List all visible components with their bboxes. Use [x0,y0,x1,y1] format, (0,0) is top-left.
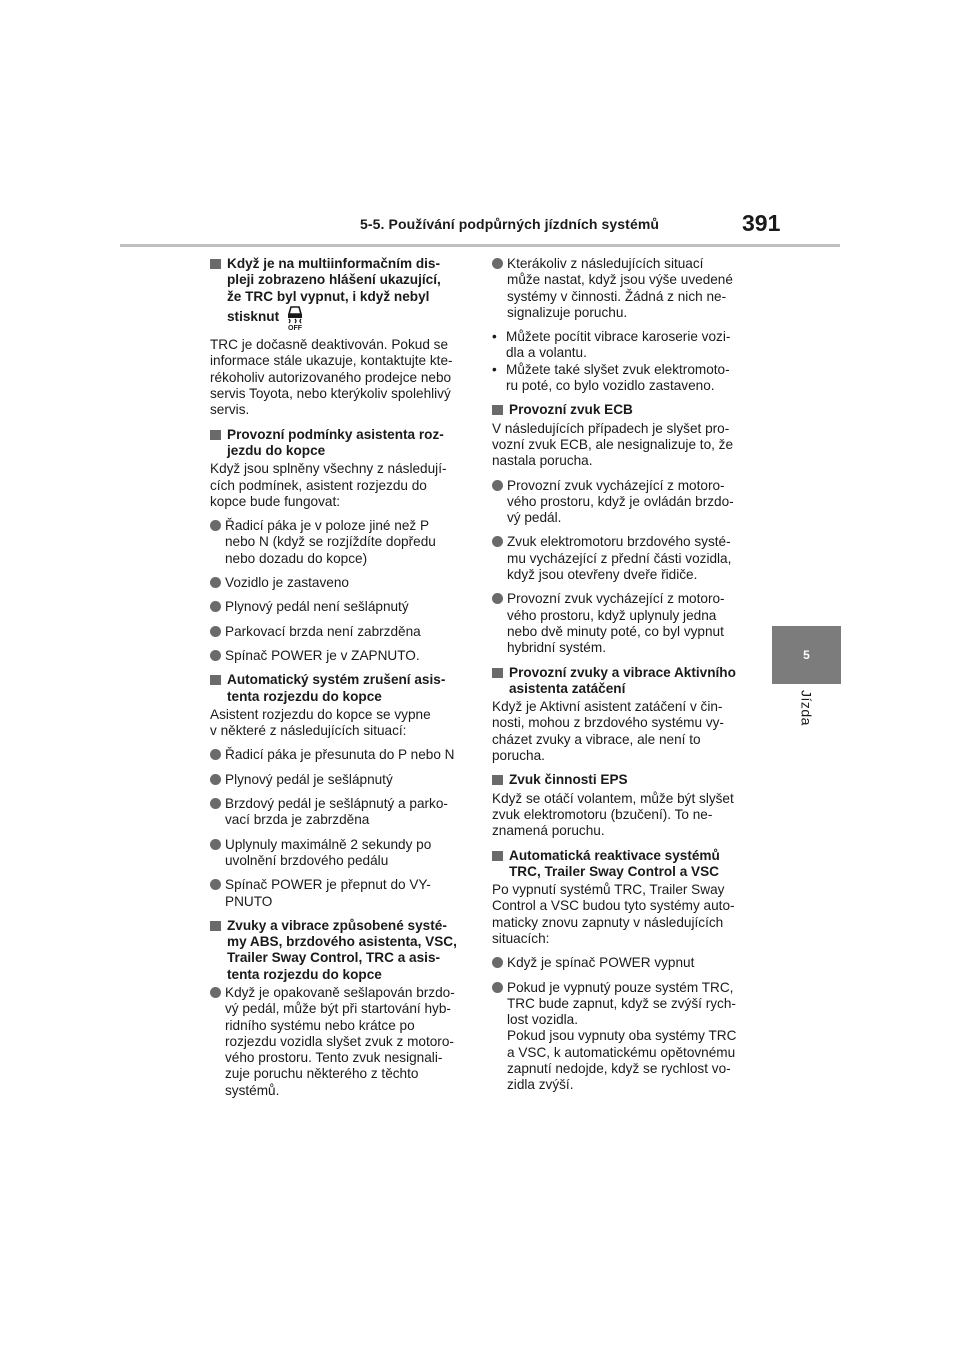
text-line: Trailer Sway Control, TRC a asis- [227,950,441,966]
bullet-item [492,955,754,971]
bullet-dot-icon [492,593,503,604]
text-line: ridního systému nebo krátce po [225,1017,415,1033]
text-line: my ABS, brzdového asistenta, VSC, [227,934,457,950]
text-line: TRC je dočasně deaktivován. Pokud se [210,337,449,353]
heading-square-icon [210,430,221,440]
text-line: vého prostoru, když uplynuly jedna [507,607,717,623]
text-line: a VSC, k automatickému opětovnému [507,1044,736,1060]
bullet-dot-icon [210,879,221,890]
bullet-dot-icon [210,749,221,760]
text-line: Vozidlo je zastaveno [225,575,349,591]
text-line: vý pedál. [507,510,562,526]
text-line: PNUTO [225,893,273,909]
text-line: vý pedál, může být při startování hyb- [225,1001,451,1017]
heading-text [227,256,472,335]
bullet-text [225,648,472,664]
heading-text [227,918,472,983]
text-line: systémů. [225,1082,280,1098]
text-line: Provozní zvuk ECB [509,402,633,418]
heading-text [227,427,472,460]
bullet-dot-icon [210,626,221,637]
text-line: vého prostoru. Tento zvuk nesignali- [225,1050,443,1066]
text-line: servis. [210,402,250,418]
section-header: 5-5. Používání podpůrných jízdních systémů [360,216,660,232]
text-line: vací brzda je zabrzděna [225,812,370,828]
heading-square-icon [492,851,503,861]
text-line: Když je na multiinformačním dis- [227,256,440,271]
text-line: stisknut OFF [227,305,472,335]
text-line: maticky znovu zapnuty v následujících [492,914,724,930]
bullet-text [225,518,472,567]
text-line: nebo dvě minuty poté, co byl vypnut [507,623,724,639]
left-column [210,256,472,1107]
svg-text:OFF: OFF [288,324,303,331]
text-line: Spínač POWER je v ZAPNUTO. [225,647,420,663]
text-line: rozjezdu vozidla slyšet zvuk z motoro- [225,1033,454,1049]
text-line: TRC, Trailer Sway Control a VSC [509,863,719,879]
bullet-item [492,591,754,656]
text-line: nastala porucha. [492,453,593,469]
heading-text [509,402,754,418]
text-line: v některé z následujících situací: [210,723,407,739]
section-heading [492,772,754,788]
text-line: Řadicí páka je v poloze jiné než P [225,518,430,534]
text-line: uvolnění brzdového pedálu [225,852,389,868]
text-line: jezdu do kopce [227,442,326,458]
text-line: systémy v činnosti. Žádná z nich ne- [507,288,727,304]
text-line: zidla zvýší. [507,1077,574,1093]
text-line: ru poté, co bylo vozidlo zastaveno. [506,378,715,394]
paragraph [210,707,472,740]
text-line: Automatická reaktivace systémů [509,847,720,863]
bullet-dot-icon [210,520,221,531]
bullet-item [492,256,754,321]
chapter-label [772,690,841,740]
section-heading [492,848,754,881]
text-line: Zvuk činnosti EPS [509,772,628,788]
text-line: Provozní podmínky asistenta roz- [227,426,444,442]
bullet-item [210,575,472,591]
text-line: Brzdový pedál je sešlápnutý a parko- [225,796,448,812]
text-line: servis Toyota, nebo kterýkoliv spolehlivý [210,386,451,402]
text-line: Provozní zvuky a vibrace Aktivního [509,664,736,680]
text-line: cích podmínek, asistent rozjezdu do [210,477,427,493]
bullet-dot-icon [210,601,221,612]
heading-square-icon [210,921,221,931]
trc-off-icon [285,305,305,335]
text-line: Provozní zvuk vycházející z motoro- [507,477,725,493]
bullet-text [225,837,472,870]
bullet-item [492,534,754,583]
text-line: Můžete pocítit vibrace karoserie vozi- [506,329,731,345]
sub-bullet-marker: • [492,361,497,377]
bullet-item [210,648,472,664]
bullet-text [507,591,754,656]
text-line: zvuk elektromotoru (bzučení). To ne- [492,806,713,822]
bullet-dot-icon [210,577,221,588]
text-line: Plynový pedál je sešlápnutý [225,771,393,787]
heading-square-icon [492,775,503,785]
sub-bullet-item [492,362,754,395]
text-line: hybridní systém. [507,640,606,656]
sub-bullet-marker: • [492,329,497,345]
header-rule [120,244,840,247]
text-line: Asistent rozjezdu do kopce se vypne [210,706,431,722]
paragraph [492,882,754,947]
chapter-number: 5 [803,648,810,662]
bullet-item [210,985,472,1099]
bullet-dot-icon [210,650,221,661]
text-line: může nastat, když jsou výše uvedené [507,272,733,288]
text-line: nebo dozadu do kopce) [225,550,368,566]
text-line: informace stále ukazuje, kontaktujte kte- [210,353,453,369]
text-line: Kterákoliv z následujících situací [507,256,704,271]
paragraph [492,791,754,840]
text-line: Provozní zvuk vycházející z motoro- [507,591,725,607]
text-line: Spínač POWER je přepnut do VY- [225,877,431,893]
section-heading [492,665,754,698]
bullet-item [210,796,472,829]
paragraph [492,699,754,764]
section-heading [210,427,472,460]
text-line: Control a VSC budou tyto systémy auto- [492,898,735,914]
text-line: tenta rozjezdu do kopce [227,966,382,982]
bullet-text [225,575,472,591]
bullet-item [492,478,754,527]
text-line: nebo N (když se rozjíždíte dopředu [225,534,436,550]
bullet-item [210,747,472,763]
bullet-item [210,772,472,788]
text-line: dla a volantu. [506,345,587,361]
text-line: když jsou otevřeny dveře řidiče. [507,567,698,583]
bullet-dot-icon [210,987,221,998]
text-line: nosti, mohou z brzdového systému vy- [492,715,724,731]
text-line: Když je Aktivní asistent zatáčení v čin- [492,699,723,715]
text-line: Když je spínač POWER vypnut [507,955,695,971]
heading-square-icon [492,668,503,678]
text-line: Parkovací brzda není zabrzděna [225,623,421,639]
text-line: asistenta zatáčení [509,680,626,696]
right-column [492,256,754,1102]
text-line: Uplynuly maximálně 2 sekundy po [225,836,432,852]
text-line: Automatický systém zrušení asis- [227,672,446,688]
text-line: Můžete také slyšet zvuk elektromoto- [506,361,730,377]
text-line: že TRC byl vypnut, i když nebyl [227,288,430,304]
text-line: V následujících případech je slyšet pro- [492,420,730,436]
text-line: tenta rozjezdu do kopce [227,688,382,704]
bullet-text [225,796,472,829]
bullet-item [210,599,472,615]
text-line: Zvuk elektromotoru brzdového systé- [507,534,731,550]
text-line: cházet zvuky a vibrace, ale není to [492,731,701,747]
text-line: signalizuje poruchu. [507,304,628,320]
text-line: Po vypnutí systémů TRC, Trailer Sway [492,882,725,898]
bullet-dot-icon [492,536,503,547]
chapter-tab [772,626,841,684]
section-heading [210,672,472,705]
bullet-text [225,985,472,1099]
text-line: vého prostoru, když je ovládán brzdo- [507,493,734,509]
bullet-text [225,599,472,615]
bullet-text [507,256,754,321]
text-line: Když jsou splněny všechny z následují- [210,461,447,477]
heading-square-icon [210,259,221,269]
text-line: Plynový pedál není sešlápnutý [225,599,409,615]
sub-bullet-text [506,329,754,362]
heading-text [227,672,472,705]
text-line: vozní zvuk ECB, ale nesignalizuje to, že [492,436,734,452]
text-line: Řadicí páka je přesunuta do P nebo N [225,747,455,763]
text-line: rékoholiv autorizovaného prodejce nebo [210,369,452,385]
text-line: situacích: [492,930,550,946]
text-line: zapnutí nedojde, když se rychlost vo- [507,1061,731,1077]
bullet-dot-icon [492,982,503,993]
bullet-item [210,624,472,640]
text-line: Pokud je vypnutý pouze systém TRC, [507,979,734,995]
bullet-dot-icon [492,480,503,491]
section-heading [210,918,472,983]
text-line: Když je opakovaně sešlapován brzdo- [225,984,455,1000]
bullet-dot-icon [210,798,221,809]
text-line: Zvuky a vibrace způsobené systé- [227,917,447,933]
heading-square-icon [210,675,221,685]
text-line: mu vycházející z přední části vozidla, [507,550,732,566]
text-line: zuje poruchu některého z těchto [225,1066,419,1082]
heading-square-icon [492,405,503,415]
bullet-text [225,772,472,788]
section-heading [210,256,472,335]
paragraph [210,461,472,510]
bullet-dot-icon [492,258,503,269]
text-line: Pokud jsou vypnuty oba systémy TRC [507,1028,737,1044]
text-line: pleji zobrazeno hlášení ukazující, [227,272,441,288]
bullet-text [507,955,754,971]
page-number: 391 [742,210,781,236]
bullet-text [507,534,754,583]
text-line: Když se otáčí volantem, může být slyšet [492,790,734,806]
bullet-item [492,980,754,1094]
text-line: znamená poruchu. [492,823,605,839]
bullet-text [225,747,472,763]
bullet-item [210,877,472,910]
chapter-label-text: Jízda [798,690,815,726]
bullet-item [210,837,472,870]
bullet-item [210,518,472,567]
text-line: kopce bude fungovat: [210,493,340,509]
bullet-text [225,877,472,910]
text-line: TRC bude zapnut, když se zvýší rych- [507,995,736,1011]
paragraph [492,421,754,470]
bullet-dot-icon [492,957,503,968]
bullet-text [507,980,754,1094]
bullet-text [507,478,754,527]
sub-bullet-item [492,329,754,362]
heading-text [509,772,754,788]
heading-text [509,848,754,881]
heading-text [509,665,754,698]
text-line: porucha. [492,748,545,764]
paragraph [210,337,472,418]
sub-bullet-text [506,362,754,395]
text-line: lost vozidla. [507,1012,579,1028]
section-heading [492,402,754,418]
bullet-dot-icon [210,839,221,850]
bullet-dot-icon [210,774,221,785]
bullet-text [225,624,472,640]
